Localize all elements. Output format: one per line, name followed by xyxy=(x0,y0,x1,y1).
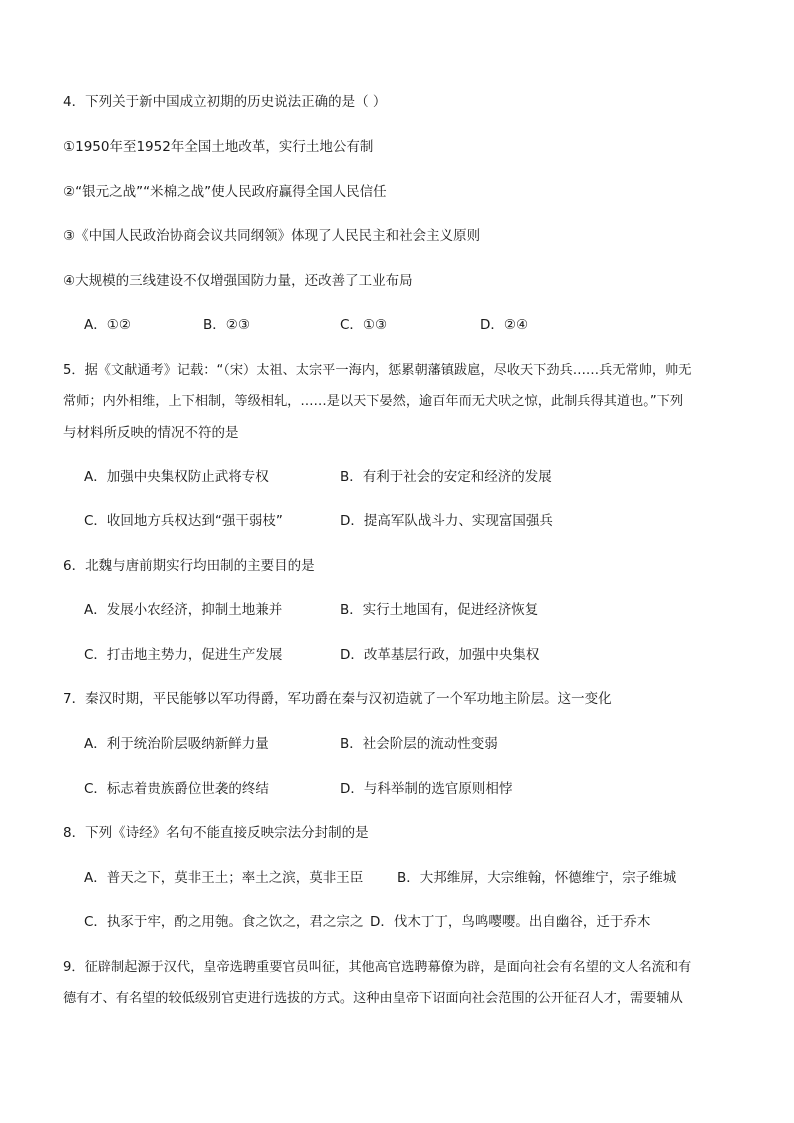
q4-option-d: D．②④ xyxy=(480,317,529,333)
q7-option-a: A．利于统治阶层吸纳新鲜力量 xyxy=(84,736,269,752)
q4-item-3: ③《中国人民政治协商会议共同纲领》体现了人民民主和社会主义原则 xyxy=(63,228,481,244)
q7-option-c: C．标志着贵族爵位世袭的终结 xyxy=(84,781,269,797)
q4-option-c: C．①③ xyxy=(340,317,388,333)
q6-option-b: B．实行土地国有，促进经济恢复 xyxy=(340,602,539,618)
q4-stem: 4．下列关于新中国成立初期的历史说法正确的是（ ） xyxy=(63,94,387,110)
q7-stem: 7．秦汉时期，平民能够以军功得爵，军功爵在秦与汉初造就了一个军功地主阶层。这一变化 xyxy=(63,691,612,707)
q8-option-a: A．普天之下，莫非王土；率土之滨，莫非王臣 xyxy=(84,870,364,886)
q5-option-d: D．提高军队战斗力、实现富国强兵 xyxy=(340,513,553,529)
q5-option-a: A．加强中央集权防止武将专权 xyxy=(84,469,269,485)
q4-item-4: ④大规模的三线建设不仅增强国防力量，还改善了工业布局 xyxy=(63,273,413,289)
q7-option-d: D．与科举制的选官原则相悖 xyxy=(340,781,513,797)
q5-option-c: C．收回地方兵权达到“强干弱枝” xyxy=(84,513,283,529)
q6-option-a: A．发展小农经济，抑制土地兼并 xyxy=(84,602,283,618)
q4-item-2: ②“银元之战”“米棉之战”使人民政府赢得全国人民信任 xyxy=(63,184,387,200)
q8-stem: 8．下列《诗经》名句不能直接反映宗法分封制的是 xyxy=(63,825,369,841)
q5-stem-line-2: 常师；内外相维，上下相制，等级相轧，……是以天下晏然，逾百年而无犬吠之惊，此制兵得其道也。”下列 xyxy=(63,394,684,409)
q5-option-b: B．有利于社会的安定和经济的发展 xyxy=(340,469,552,485)
q9-stem-line-2: 德有才、有名望的较低级别官吏进行选拔的方式。这种由皇帝下诏面向社会范围的公开征召人才，需要辅从 xyxy=(63,991,683,1006)
q4-option-a: A．①② xyxy=(84,317,131,333)
q5-stem-line-3: 与材料所反映的情况不符的是 xyxy=(63,425,239,441)
q8-option-d: D．伐木丁丁，鸟鸣嘤嘤。出自幽谷，迁于乔木 xyxy=(370,914,651,930)
q8-option-b: B．大邦维屏，大宗维翰，怀德维宁，宗子维城 xyxy=(397,870,677,886)
q8-option-c: C．执豕于牢，酌之用匏。食之饮之，君之宗之 xyxy=(84,914,364,930)
q4-option-b: B．②③ xyxy=(203,317,250,333)
q4-item-1: ①1950年至1952年全国土地改革，实行土地公有制 xyxy=(63,139,374,155)
q6-stem: 6．北魏与唐前期实行均田制的主要目的是 xyxy=(63,558,315,574)
q5-stem-line-1: 5．据《文献通考》记载：“（宋）太祖、太宗平一海内，惩累朝藩镇跋扈，尽收天下劲兵……兵无常帅，帅无 xyxy=(63,363,692,378)
q7-option-b: B．社会阶层的流动性变弱 xyxy=(340,736,498,752)
q9-stem-line-1: 9．征辟制起源于汉代，皇帝选聘重要官员叫征，其他高官选聘幕僚为辟，是面向社会有名望的文人名流和有 xyxy=(63,960,692,975)
q6-option-c: C．打击地主势力，促进生产发展 xyxy=(84,647,283,663)
q6-option-d: D．改革基层行政，加强中央集权 xyxy=(340,647,540,663)
